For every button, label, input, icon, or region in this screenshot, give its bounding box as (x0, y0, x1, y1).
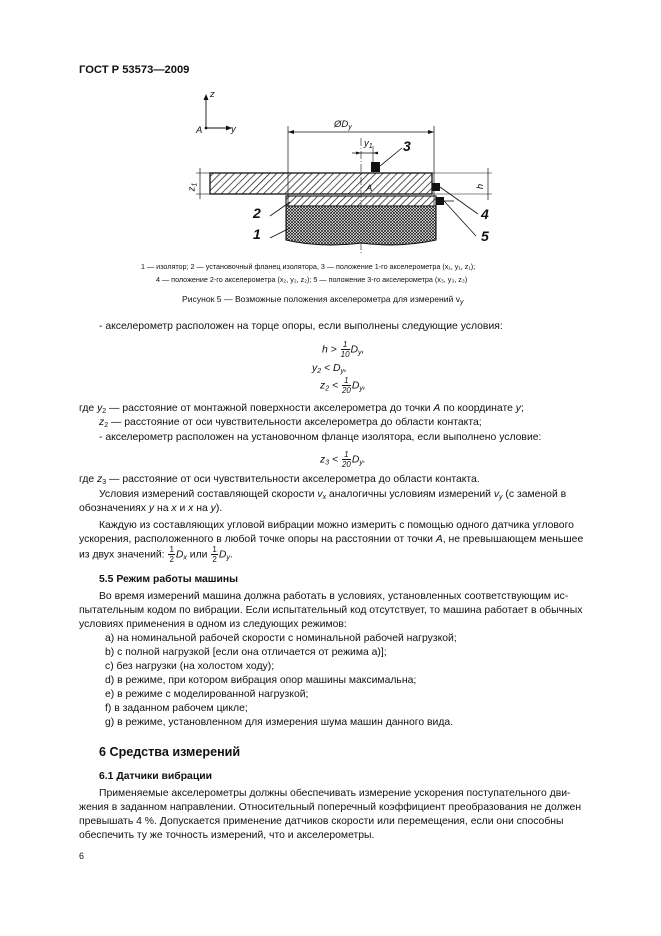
z1-subscript: 1 (191, 182, 199, 187)
w1-y: y (515, 403, 521, 414)
p4-l2-b: , не превышающем меньшее (442, 534, 584, 545)
f3-fraction (342, 376, 351, 395)
p4-dx: D (175, 549, 184, 561)
accelerometer-position-figure (190, 90, 520, 260)
paragraph-2: - акселерометр расположен на установочном фланце изолятора, если выполнено условие: (99, 432, 542, 443)
f3-den: 20 (341, 386, 351, 395)
p3-l2-d: на (193, 503, 211, 514)
isolator-body (286, 206, 436, 245)
paragraph-3-line-2 (79, 502, 222, 516)
callout-5: 5 (481, 228, 489, 244)
p3-x: x (171, 503, 177, 514)
callout-3: 3 (403, 138, 411, 154)
f3-lhs-sub: 2 (325, 385, 330, 393)
f4-rhs-sub: y (359, 459, 363, 467)
p4-l3-a: из двух значений: (79, 549, 168, 561)
section-6-title: 6 Средства измерений (99, 745, 241, 759)
figure-caption (182, 294, 464, 306)
section-5-5-line-1: Во время измерений машина должна работать в условиях, установленных соответствующим ис- (99, 591, 569, 602)
section-5-5-line-2: пытательным кодом по вибрации. Если испытательный код отсутствует, то машина работает в обычных (79, 605, 583, 616)
p4-dy: D (218, 549, 227, 561)
f1-den: 10 (340, 350, 350, 359)
formula-1 (322, 340, 364, 360)
axis-z-label: z (210, 89, 215, 100)
p3-c: (с заменой в (502, 489, 567, 500)
mode-item-f: f) в заданном рабочем цикле; (105, 703, 248, 714)
w1-text: — расстояние от монтажной поверхности акселерометра до точки (106, 403, 434, 414)
y1-label (364, 138, 373, 150)
p4-dy-sub: y (226, 554, 230, 562)
f2-mid: < D (321, 363, 341, 374)
p3-vx: v (317, 489, 323, 500)
f1-rhs-sub: y (358, 349, 362, 357)
accelerometer-side (432, 183, 440, 191)
f4-num: 1 (342, 450, 351, 460)
p4-frac-2-den: 2 (212, 555, 217, 564)
f3-rhs: D (351, 380, 360, 392)
section-6-1-line-3: превышать 4 %. Допускается применение датчиков скорости или перемещения, если они способны (79, 816, 564, 827)
w2-text: — расстояние от оси чувствительности акселерометра до области контакта; (108, 417, 482, 428)
p3-l2-b: на (154, 503, 172, 514)
f3-lhs: z (320, 380, 326, 392)
p3-l2-c: и (176, 503, 189, 514)
paragraph-4-line-1: Каждую из составляющих угловой вибрации можно измерить с помощью одного датчика углового (99, 520, 574, 531)
f4-rhs: D (351, 454, 360, 466)
isolator-flange (286, 196, 436, 206)
f4-mid: < (329, 454, 341, 466)
w3-sym: z (97, 474, 103, 485)
p4-frac-2 (211, 545, 217, 564)
p4-end: . (229, 549, 233, 561)
figure-caption-text: Рисунок 5 — Возможные положения акселерометра для измерений v (182, 294, 461, 304)
y1-subscript: 1 (368, 143, 373, 150)
w3-text: — расстояние от оси чувствительности акселерометра до области контакта. (106, 474, 480, 485)
paragraph-4-line-3 (79, 545, 233, 565)
p4-l2-a: ускорения, расположенного в любой точке опоры на расстоянии от точки (79, 534, 436, 545)
w2-sym: z (99, 417, 105, 428)
f3-num: 1 (342, 376, 351, 386)
mode-item-d: d) в режиме, при котором вибрация опор машины максимальна; (105, 675, 417, 686)
figure-legend-line-1: 1 — изолятор; 2 — установочный фланец изолятора, 3 — положение 1-го акселерометра (x₁, y₁, z₁); (141, 262, 476, 271)
callout-2: 2 (253, 205, 261, 221)
f3-tail: , (362, 380, 366, 392)
callout-1: 1 (253, 226, 261, 242)
section-5-5-title: 5.5 Режим работы машины (99, 574, 238, 585)
p4-or: или (186, 549, 211, 561)
f1-tail: , (361, 344, 365, 356)
w1-tail: по координате (440, 403, 516, 414)
f4-tail: . (362, 454, 366, 466)
p3-a: Условия измерений составляющей скорости (99, 489, 318, 500)
standard-header: ГОСТ Р 53573—2009 (79, 64, 190, 76)
p4-frac-1-num: 1 (169, 545, 174, 554)
accelerometer-3-top (371, 162, 380, 172)
w3-pre: где (79, 474, 98, 485)
p4-dx-sub: x (183, 554, 187, 562)
formula-4 (320, 450, 366, 470)
f4-lhs: z (320, 454, 326, 466)
section-6-1-line-4: обеспечить ту же точность измерений, что и акселерометры. (79, 830, 375, 841)
mode-item-c: c) без нагрузки (на холостом ходу); (105, 661, 275, 672)
f4-den: 20 (341, 460, 351, 469)
p4-frac-1-den: 2 (169, 555, 174, 564)
diameter-symbol: ØD (334, 119, 349, 130)
w1-sym: y (97, 403, 103, 414)
f2-lhs: y (312, 363, 318, 374)
axis-origin-label: A (196, 125, 203, 136)
callout-4: 4 (481, 206, 489, 222)
mode-item-e: e) в режиме с моделированной нагрузкой; (105, 689, 309, 700)
point-a-label: A (366, 183, 373, 194)
diameter-subscript: y (348, 124, 352, 131)
mode-item-b: b) с полной нагрузкой [если она отличается от режима а)]; (105, 647, 387, 658)
axis-triad (204, 94, 233, 131)
y1-symbol: y (364, 138, 369, 149)
section-6-1-title: 6.1 Датчики вибрации (99, 771, 212, 782)
w3-sub: 3 (102, 479, 107, 486)
p4-frac-2-num: 1 (212, 545, 217, 554)
page-number: 6 (79, 851, 85, 861)
p3-vx-sub: x (322, 494, 327, 501)
mode-item-g: g) в режиме, установленном для измерения шума машин данного вида. (105, 717, 454, 728)
section-5-5-line-3: условиях применения в одном из следующих режимов: (79, 619, 347, 630)
p3-x2: x (188, 503, 194, 514)
figure-caption-subscript: y (460, 299, 464, 306)
f2-tail: , (343, 363, 347, 374)
h-label: h (475, 183, 487, 190)
p3-vy: v (493, 489, 500, 500)
formula-3 (320, 376, 366, 396)
w1-end: ; (520, 403, 524, 414)
p3-vy-sub: y (499, 494, 503, 501)
f4-fraction (342, 450, 351, 469)
z1-label (186, 183, 198, 192)
figure-legend-line-2: 4 — положение 2-го акселерометра (x₂, y₂, z₂); 5 — положение 3-го акселерометра (x₃, y₃, z₃) (156, 275, 468, 284)
diameter-label (334, 119, 352, 131)
f4-lhs-sub: 3 (325, 459, 330, 467)
f2-rhs-sub: y (340, 368, 344, 375)
axis-y-label: y (231, 124, 236, 135)
f3-rhs-sub: y (359, 385, 363, 393)
f2-lhs-sub: 2 (317, 368, 322, 375)
paragraph-1: - акселерометр расположен на торце опоры, если выполнены следующие условия: (99, 321, 503, 332)
section-6-1-line-1: Применяемые акселерометры должны обеспечивать измерение ускорения поступательного дви- (99, 788, 571, 799)
section-6-1-line-2: жения в заданном направлении. Относительный поперечный коэффициент преобразования не должен (79, 802, 582, 813)
p4-frac-1 (168, 545, 174, 564)
base-plate (210, 173, 432, 194)
p4-a: A (435, 534, 443, 545)
p3-y2: y (210, 503, 216, 514)
f3-mid: < (329, 380, 341, 392)
accelerometer-flange (436, 197, 444, 205)
w1-a: A (433, 403, 441, 414)
f1-rhs: D (350, 344, 359, 356)
w1-sub: 2 (102, 408, 107, 415)
f1-num: 1 (341, 340, 350, 350)
f1-fraction (341, 340, 350, 359)
w1-pre: где (79, 403, 98, 414)
p3-b: аналогичны условиям измерений (326, 489, 494, 500)
p3-l2-a: обозначениях (79, 503, 149, 514)
z1-symbol: z (186, 186, 198, 192)
w2-sub: 2 (104, 422, 109, 429)
p3-l2-e: ). (215, 503, 223, 514)
mode-item-a: a) на номинальной рабочей скорости с номинальной рабочей нагрузкой; (105, 633, 457, 644)
p3-y: y (148, 503, 155, 514)
f1-lhs: h > (322, 344, 340, 356)
